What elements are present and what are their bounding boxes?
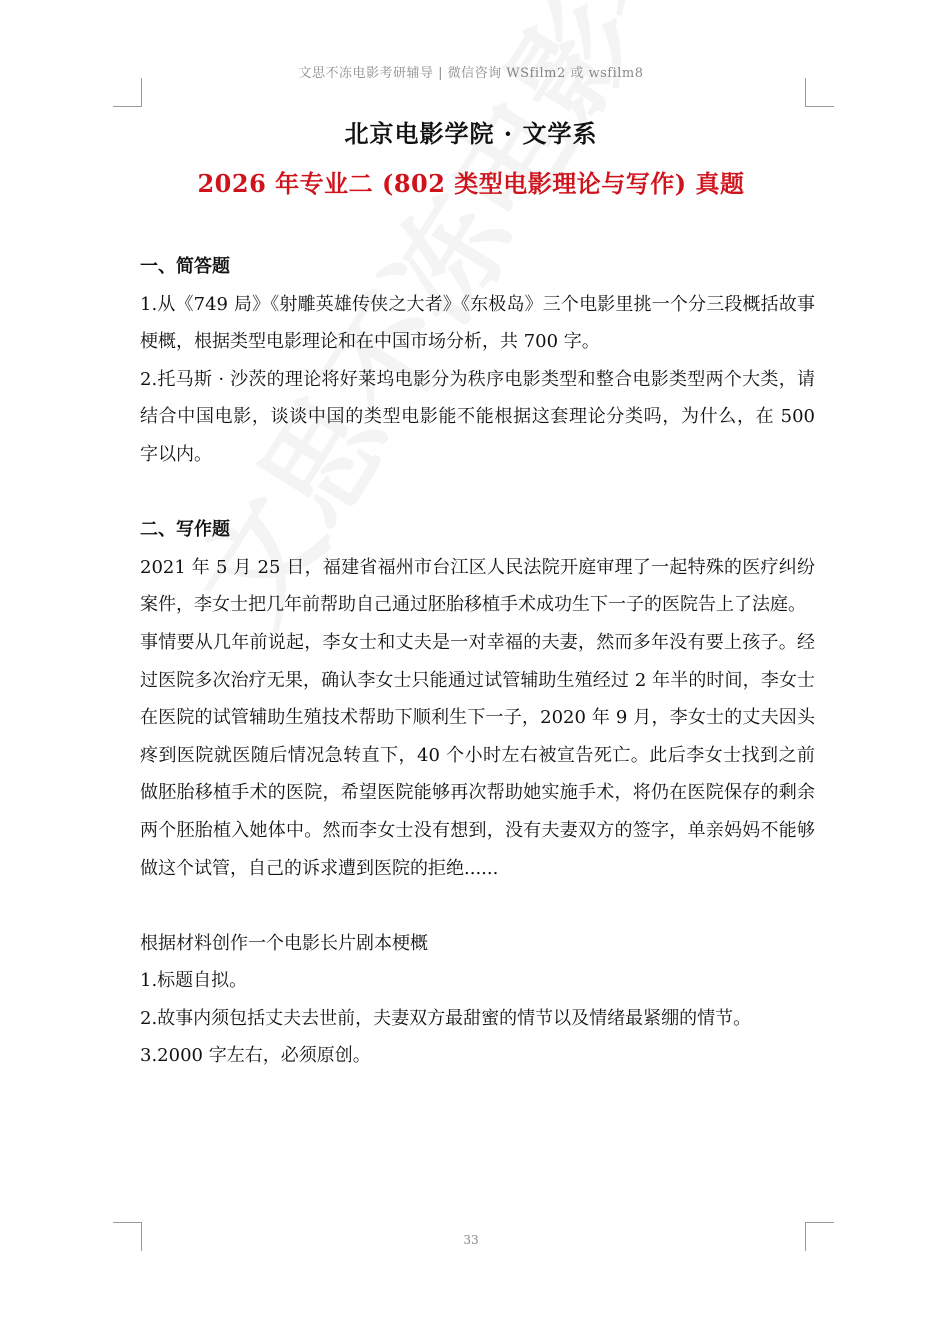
document-body (140, 248, 815, 1075)
section-spacer (140, 474, 815, 512)
task-intro: 根据材料创作一个电影长片剧本梗概 (140, 932, 428, 954)
section-heading-short-answer: 一、简答题 (140, 256, 230, 277)
requirement-item: 1.标题自拟。 (140, 970, 248, 992)
question-item: 2.托马斯 · 沙茨的理论将好莱坞电影分为秩序电影类型和整合电影类型两个大类，请结合中国电影，谈谈中国的类型电影能不能根据这套理论分类吗，为什么，在 500 字以内。 (140, 368, 815, 465)
crop-mark-top-right (805, 78, 834, 107)
requirement-item: 3.2000 字左右，必须原创。 (140, 1045, 371, 1067)
institution-title: 北京电影学院 · 文学系 (344, 119, 598, 148)
running-header: 文思不冻电影考研辅导 | 微信咨询 WSfilm2 或 wsfilm8 (298, 66, 644, 81)
exam-title: 2026 年专业二 (802 类型电影理论与写作) 真题 (197, 169, 745, 198)
page-number: 33 (463, 1233, 479, 1247)
crop-mark-top-left (113, 78, 142, 107)
material-paragraph: 2021 年 5 月 25 日，福建省福州市台江区人民法院开庭审理了一起特殊的医疗纠纷案件，李女士把几年前帮助自己通过胚胎移植手术成功生下一子的医院告上了法庭。 (140, 556, 815, 616)
requirement-item: 2.故事内须包括丈夫去世前，夫妻双方最甜蜜的情节以及情绪最紧绷的情节。 (140, 1007, 752, 1029)
section-heading-writing: 二、写作题 (140, 519, 230, 541)
material-paragraph: 事情要从几年前说起，李女士和丈夫是一对幸福的夫妻，然而多年没有要上孩子。经过医院多次治疗无果，确认李女士只能通过试管辅助生殖经过 2 年半的时间，李女士在医院的试管辅助生殖技术帮助下顺利生下一子，2020 年 9 月，李女士的丈夫因头疼到医院就医随后情况急转直下，40 个小时左右被宣告死亡。此后李女士找到之前做胚胎移植手术的医院，希望医院能够再次帮助她实施手术，将仍在医院保存的剩余两个胚胎植入她体中。然而李女士没有想到，没有夫妻双方的签字，单亲妈妈不能够做这个试管，自己的诉求遭到医院的拒绝...... (140, 631, 815, 879)
section-spacer (140, 887, 815, 925)
question-item: 1.从《749 局》《射雕英雄传侠之大者》《东极岛》三个电影里挑一个分三段概括故事梗概，根据类型电影理论和在中国市场分析，共 700 字。 (140, 293, 815, 353)
